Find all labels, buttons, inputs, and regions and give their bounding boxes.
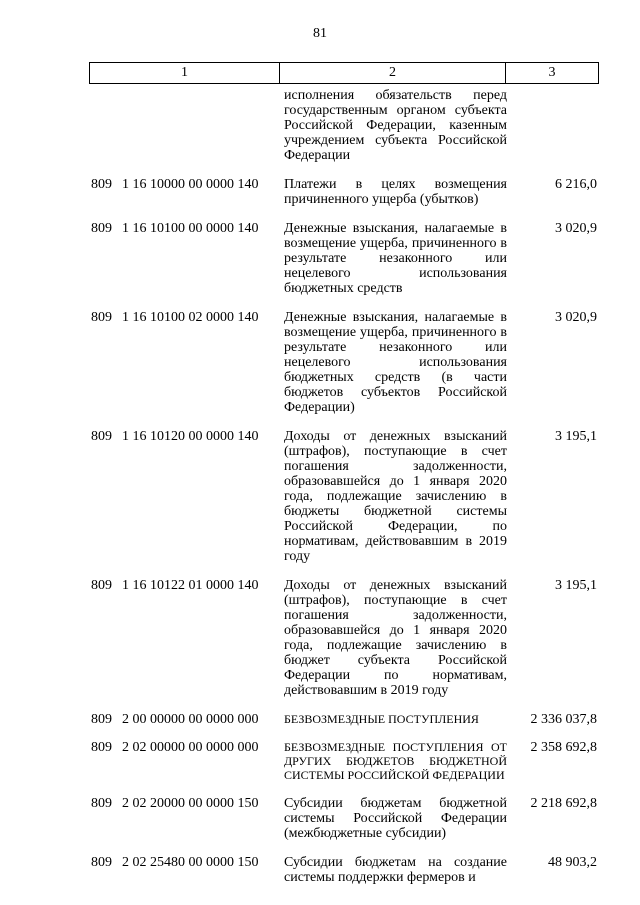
table-row xyxy=(89,712,599,726)
column-header-1: 1 xyxy=(90,63,280,83)
amount: 48 903,2 xyxy=(548,855,597,870)
admin-code: 809 xyxy=(91,221,112,236)
admin-code: 809 xyxy=(91,177,112,192)
table-row xyxy=(89,221,599,296)
admin-code: 809 xyxy=(91,855,112,870)
budget-classification-code: 2 00 00000 00 0000 000 xyxy=(122,712,259,727)
page-number: 81 xyxy=(313,26,327,41)
budget-classification-code: 1 16 10122 01 0000 140 xyxy=(122,578,259,593)
amount: 3 020,9 xyxy=(555,310,597,325)
table-row xyxy=(89,310,599,415)
revenue-name: БЕЗВОЗМЕЗДНЫЕ ПОСТУПЛЕНИЯ ОТ ДРУГИХ БЮДЖЕТОВ БЮДЖЕТНОЙ СИСТЕМЫ РОССИЙСКОЙ ФЕДЕРАЦИИ xyxy=(284,740,507,782)
table-row xyxy=(89,796,599,841)
revenue-name: исполнения обязательств перед государственным органом субъекта Российской Федерации, казенным учреждением субъекта Российской Федерации xyxy=(284,88,507,163)
revenue-name: БЕЗВОЗМЕЗДНЫЕ ПОСТУПЛЕНИЯ xyxy=(284,712,479,726)
admin-code: 809 xyxy=(91,578,112,593)
revenue-name: Доходы от денежных взысканий (штрафов), поступающие в счет погашения задолженности, образовавшейся до 1 января 2020 года, подлежащие зачислению в бюджеты бюджетной системы Российской Федерации, по нормативам, действовавшим в 2019 году xyxy=(284,429,507,564)
revenue-name: Платежи в целях возмещения причиненного ущерба (убытков) xyxy=(284,177,507,207)
amount: 3 195,1 xyxy=(555,578,597,593)
budget-classification-code: 2 02 20000 00 0000 150 xyxy=(122,796,259,811)
admin-code: 809 xyxy=(91,796,112,811)
admin-code: 809 xyxy=(91,429,112,444)
table-row xyxy=(89,88,599,163)
amount: 2 218 692,8 xyxy=(530,796,597,811)
column-header-3: 3 xyxy=(548,65,556,80)
admin-code: 809 xyxy=(91,712,112,727)
revenue-name: Денежные взыскания, налагаемые в возмещение ущерба, причиненного в результате незаконного или нецелевого использования бюджетных средств xyxy=(284,221,507,296)
budget-classification-code: 1 16 10100 00 0000 140 xyxy=(122,221,259,236)
budget-classification-code: 2 02 00000 00 0000 000 xyxy=(122,740,259,755)
revenue-name: Субсидии бюджетам на создание системы поддержки фермеров и xyxy=(284,855,507,885)
table-row xyxy=(89,855,599,885)
budget-classification-code: 1 16 10100 02 0000 140 xyxy=(122,310,259,325)
table-row xyxy=(89,429,599,564)
admin-code: 809 xyxy=(91,740,112,755)
table-row xyxy=(89,578,599,698)
amount: 2 358 692,8 xyxy=(530,740,597,755)
table-header xyxy=(89,62,599,84)
amount: 2 336 037,8 xyxy=(530,712,597,727)
amount: 3 195,1 xyxy=(555,429,597,444)
budget-classification-code: 1 16 10000 00 0000 140 xyxy=(122,177,259,192)
amount: 3 020,9 xyxy=(555,221,597,236)
revenue-name: Денежные взыскания, налагаемые в возмещение ущерба, причиненного в результате незаконного или нецелевого использования бюджетных средств (в части бюджетов субъектов Российской Федерации) xyxy=(284,310,507,415)
revenue-name: Доходы от денежных взысканий (штрафов), поступающие в счет погашения задолженности, образовавшейся до 1 января 2020 года, подлежащие зачислению в бюджет субъекта Российской Федерации по нормативам, действовавшим в 2019 году xyxy=(284,578,507,698)
table-body xyxy=(89,88,599,899)
table-row xyxy=(89,177,599,207)
admin-code: 809 xyxy=(91,310,112,325)
revenue-name: Субсидии бюджетам бюджетной системы Российской Федерации (межбюджетные субсидии) xyxy=(284,796,507,841)
budget-classification-code: 1 16 10120 00 0000 140 xyxy=(122,429,259,444)
amount: 6 216,0 xyxy=(555,177,597,192)
table-row xyxy=(89,740,599,782)
budget-classification-code: 2 02 25480 00 0000 150 xyxy=(122,855,259,870)
column-header-2: 2 xyxy=(280,63,506,83)
